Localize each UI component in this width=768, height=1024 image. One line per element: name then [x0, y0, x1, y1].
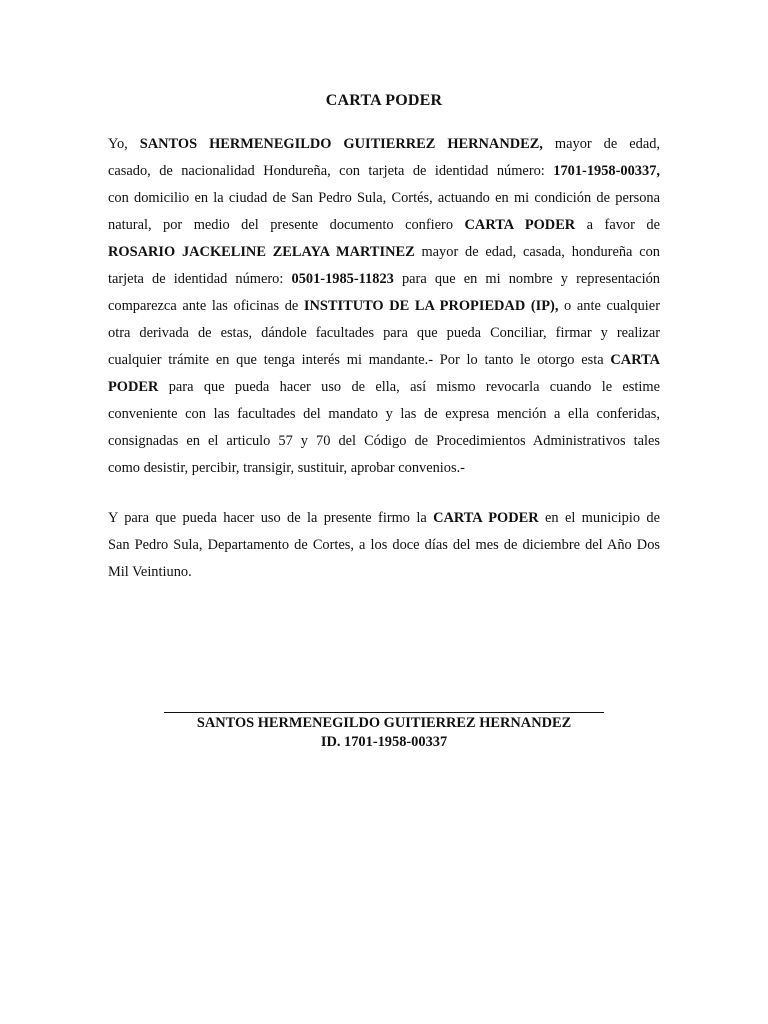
text: a favor de: [575, 217, 660, 233]
text-line: [108, 374, 660, 401]
carta-poder-term: CARTA PODER: [433, 510, 539, 526]
signature-name: SANTOS HERMENEGILDO GUITIERREZ HERNANDEZ: [196, 715, 572, 731]
signature-line: [164, 712, 604, 713]
paragraph-signing: [108, 505, 660, 586]
carta-poder-term: CARTA: [610, 352, 660, 368]
text-line: [108, 293, 660, 320]
text-line: con domicilio en la ciudad de San Pedro Sula, Cortés, actuando en mi condición de persona: [108, 190, 660, 206]
text-line: consignadas en el articulo 57 y 70 del Código de Procedimientos Administrativos tales: [108, 433, 660, 449]
text: para que pueda hacer uso de ella, así mismo revocarla cuando le estime: [158, 379, 660, 395]
text-line: San Pedro Sula, Departamento de Cortes, a los doce días del mes de diciembre del Año Dos: [108, 537, 660, 553]
document-title: CARTA PODER: [325, 92, 443, 109]
text: mayor de edad,: [542, 136, 661, 152]
text-line: [108, 239, 660, 266]
text-line: [108, 266, 660, 293]
carta-poder-term: CARTA PODER: [464, 217, 576, 233]
grantor-id: 1701-1958-00337,: [553, 163, 660, 179]
grantee-id: 0501-1985-11823: [291, 271, 394, 287]
grantee-name: ROSARIO JACKELINE ZELAYA MARTINEZ: [108, 244, 415, 260]
text-line: otra derivada de estas, dándole facultades para que pueda Conciliar, firmar y realizar: [108, 325, 660, 341]
text-line: como desistir, percibir, transigir, sustituir, aprobar convenios.-: [108, 460, 465, 476]
paragraph-grant: [108, 131, 660, 482]
text-line: [108, 131, 660, 158]
text-line: [108, 158, 660, 185]
text: tarjeta de identidad número:: [108, 271, 292, 287]
text: para que en mi nombre y representación: [393, 271, 660, 287]
text: natural, por medio del presente documento confiero: [108, 217, 465, 233]
institution-name: INSTITUTO DE LA PROPIEDAD (IP),: [303, 298, 559, 314]
text: casado, de nacionalidad Hondureña, con tarjeta de identidad número:: [108, 163, 554, 179]
text-line: conveniente con las facultades del mandato y las de expresa mención a ella conferidas,: [108, 406, 660, 422]
text: cualquier trámite en que tenga interés mi mandante.- Por lo tanto le otorgo esta: [108, 352, 611, 368]
text: en el municipio de: [538, 510, 660, 526]
text-line: [108, 212, 660, 239]
grantor-name: SANTOS HERMENEGILDO GUITIERREZ HERNANDEZ,: [139, 136, 543, 152]
signature-id: ID. 1701-1958-00337: [320, 734, 448, 750]
text: o ante cualquier: [558, 298, 660, 314]
text: Yo,: [108, 136, 140, 152]
text: comparezca ante las oficinas de: [108, 298, 304, 314]
carta-poder-term: PODER: [108, 379, 159, 395]
text: Y para que pueda hacer uso de la presente firmo la: [108, 510, 434, 526]
text-line: [108, 505, 660, 532]
text-line: Mil Veintiuno.: [108, 564, 192, 580]
text-line: [108, 347, 660, 374]
text: mayor de edad, casada, hondureña con: [414, 244, 660, 260]
